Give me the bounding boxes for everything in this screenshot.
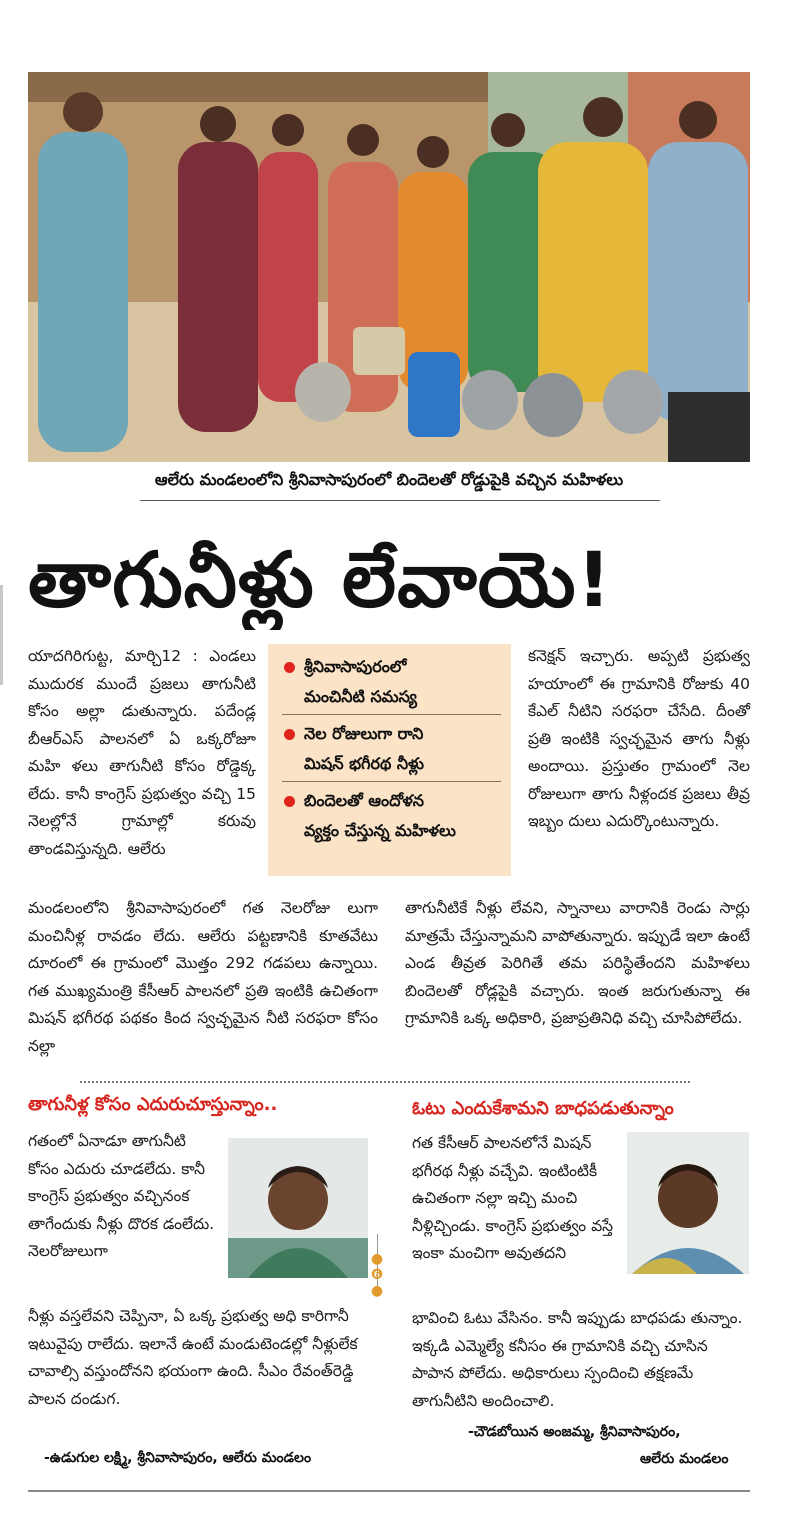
article-paragraph: కనెక్షన్‌ ఇచ్చారు. అప్పటి ప్రభుత్వ హయాంలో ఈ గ్రామానికి రోజుకు 40 కేఎల్‌ నీటిని సరఫరా చేసేది. దీంతో ప్రతి ఇంటికి స్వచ్ఛమైన తాగు నీళ్లు అందాయి. ప్రస్తుతం గ్రామంలో నెల రోజులుగా తాగు నీళ్లందక ప్రజలు తీవ్ర ఇబ్బం దులు ఎదుర్కొంటున్నారు. <box>528 647 750 830</box>
article-column-3-continued <box>405 895 750 1033</box>
quote-right-text-top: గత కేసీఆర్‌ పాలనలోనే మిషన్‌ భగీరథ నీళ్లు వచ్చేవి. ఇంటింటికీ ఉచితంగా నల్లా ఇచ్చి మంచి నీళ్లిచ్చిండు. కాంగ్రెస్‌ ప్రభుత్వం వస్తే ఇంకా మంచిగా అవుతదని <box>412 1134 613 1262</box>
highlight-item: నెల రోజులుగా రాని మిషన్‌ భగీరథ నీళ్లు <box>282 719 501 782</box>
news-photo <box>28 72 750 462</box>
article-paragraph: మండలంలోని శ్రీనివాసాపురంలో గత నెలరోజు లుగా మంచినీళ్ల రావడం లేదు. ఆలేరు పట్టణానికి కూతవేటు దూరంలో ఈ గ్రామంలో మొత్తం 292 గడపలు ఉన్నాయి. గత ముఖ్యమంత్రి కేసీఆర్‌ పాలనలో ప్రతి ఇంటికి ఉచితంగా మిషన్‌ భగీరథ పథకం కింద స్వచ్ఛమైన నీటి సరఫరా కోసం నల్లా <box>28 899 378 1055</box>
bullet-icon <box>284 729 295 740</box>
article-paragraph: తాగునీటికే నీళ్లు లేవని, స్నానాలు వారానికి రెండు సార్లు మాత్రమే చేస్తున్నామని వాపోతున్నారు. ఇప్పుడే ఇలా ఉంటే ఎండ తీవ్రత పెరిగితే తమ పరిస్థితేందని మహిళలు బిందెలతో రోడ్లపైకి వచ్చారు. ఇంత జరుగుతున్నా ఈ గ్రామానికి ఒక్క అధికారి, ప్రజాప్రతినిధి వచ్చి చూసిపోలేదు. <box>405 899 750 1027</box>
article-column-1 <box>28 643 256 863</box>
ornament-icon: ● ❻ ● <box>370 1251 384 1299</box>
article-column-1-continued <box>28 895 378 1060</box>
quote-right-signature: -చౌడబోయిన అంజమ్మ, శ్రీనివాసాపురం, <box>468 1424 681 1440</box>
quote-right-title: ఓటు ఎందుకేశామని బాధపడుతున్నాం <box>412 1098 674 1119</box>
portrait-lakshmi <box>228 1138 368 1278</box>
person-photo-icon <box>228 1138 368 1278</box>
highlight-item: శ్రీనివాసాపురంలో మంచినీటి సమస్య <box>282 652 501 715</box>
article-column-3 <box>528 643 750 836</box>
quote-left-text-top: గతంలో ఏనాడూ తాగునీటి కోసం ఎదురు చూడలేదు. కానీ కాంగ్రెస్‌ ప్రభుత్వం వచ్చినంక తాగేందుకు నీళ్లు దొరక డంలేదు. నెలరోజులుగా <box>28 1132 215 1260</box>
bullet-icon <box>284 662 295 673</box>
photo-caption: ఆలేరు మండలంలోని శ్రీనివాసాపురంలో బిందెలతో రోడ్డుపైకి వచ్చిన మహిళలు <box>154 470 624 489</box>
margin-bar <box>0 585 3 685</box>
highlight-item: బిందెలతో ఆందోళన వ్యక్తం చేస్తున్న మహిళలు <box>282 786 501 846</box>
quote-left-signature: -ఉడుగుల లక్ష్మి, శ్రీనివాసాపురం, ఆలేరు మండలం <box>44 1450 312 1466</box>
women-with-pots-image <box>28 72 750 462</box>
highlights-box <box>268 644 511 876</box>
section-divider <box>80 1081 690 1083</box>
quote-left-title: తాగునీళ్ల కోసం ఎదురుచూస్తున్నాం.. <box>28 1094 278 1115</box>
headline: తాగునీళ్లు లేవాయె! <box>28 535 613 624</box>
article-paragraph: యాదగిరిగుట్ట, మార్చి12 : ఎండలు ముదురక ముందే ప్రజలు తాగునీటి కోసం అల్లా డుతున్నారు. పదేండ్ల బీఆర్‌ఎస్‌ పాలనలో ఏ ఒక్కరోజూ మహి ళలు తాగునీటి కోసం రోడ్డెక్క లేదు. కానీ కాంగ్రెస్‌ ప్రభుత్వం వచ్చి 15 నెలల్లోనే గ్రామాల్లో కరువు తాండవిస్తున్నది. ఆలేరు <box>28 647 256 858</box>
quote-right-signature-place: ఆలేరు మండలం <box>640 1451 729 1467</box>
person-photo-icon <box>627 1132 749 1274</box>
quote-left-text-bottom: నీళ్లు వస్తలేవని చెప్పినా, ఏ ఒక్క ప్రభుత్వ అధి కారిగానీ ఇటువైపు రాలేదు. ఇలానే ఉంటే మండుటెండల్లో నీళ్లులేక చావాల్సి వస్తుందోనని భయంగా ఉంది. సీఎం రేవంత్‌రెడ్డి పాలన దండుగ. <box>28 1307 358 1408</box>
bullet-icon <box>284 796 295 807</box>
quote-right-text-bottom: భావించి ఓటు వేసినం. కానీ ఇప్పుడు బాధపడు తున్నాం. ఇక్కడి ఎమ్మెల్యే కనీసం ఈ గ్రామానికి వచ్చి చూసిన పాపాన పోలేదు. అధికారులు స్పందించి తక్షణమే తాగునీటిని అందించాలి. <box>412 1309 743 1410</box>
bottom-rule <box>28 1490 750 1492</box>
portrait-anjamma <box>627 1132 749 1274</box>
caption-underline <box>140 500 660 501</box>
